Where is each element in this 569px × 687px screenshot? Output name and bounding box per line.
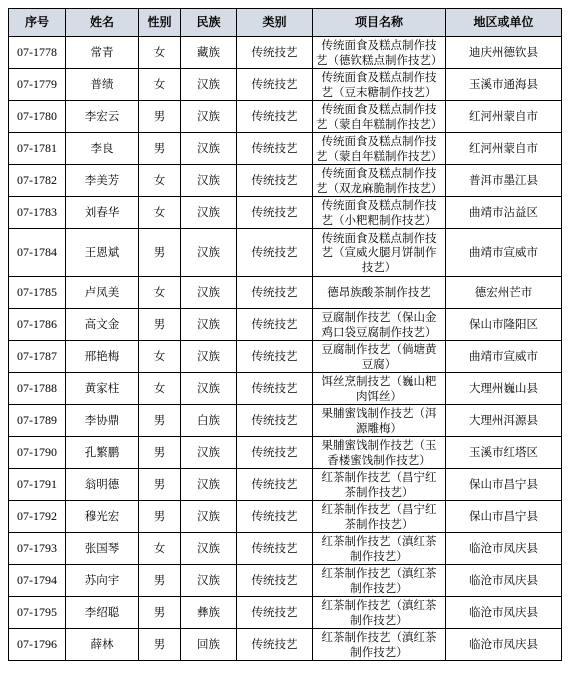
cell-region: 大理州巍山县 [446,373,562,405]
cell-category: 传统技艺 [237,133,313,165]
cell-serial: 07-1796 [9,629,66,661]
cell-region: 大理州洱源县 [446,405,562,437]
cell-gender: 女 [139,341,181,373]
cell-region: 曲靖市宣威市 [446,229,562,277]
cell-gender: 男 [139,133,181,165]
table-row [9,37,562,69]
heritage-inheritors-table [8,8,562,661]
table-row [9,277,562,309]
cell-ethnicity: 汉族 [181,133,237,165]
cell-serial: 07-1778 [9,37,66,69]
cell-region: 保山市昌宁县 [446,501,562,533]
cell-serial: 07-1789 [9,405,66,437]
cell-category: 传统技艺 [237,629,313,661]
cell-category: 传统技艺 [237,437,313,469]
cell-name: 普绩 [66,69,139,101]
cell-category: 传统技艺 [237,341,313,373]
cell-region: 临沧市凤庆县 [446,597,562,629]
cell-region: 玉溪市通海县 [446,69,562,101]
cell-name: 翁明德 [66,469,139,501]
cell-project: 红茶制作技艺（滇红茶制作技艺） [313,565,446,597]
cell-ethnicity: 白族 [181,405,237,437]
header-region: 地区或单位 [446,9,562,37]
cell-ethnicity: 汉族 [181,277,237,309]
cell-name: 邢艳梅 [66,341,139,373]
cell-project: 豆腐制作技艺（倘塘黄豆腐） [313,341,446,373]
table-row [9,341,562,373]
table-row [9,533,562,565]
cell-name: 穆光宏 [66,501,139,533]
cell-gender: 女 [139,197,181,229]
table-row [9,629,562,661]
cell-ethnicity: 汉族 [181,341,237,373]
cell-category: 传统技艺 [237,565,313,597]
table-row [9,437,562,469]
cell-ethnicity: 藏族 [181,37,237,69]
cell-serial: 07-1787 [9,341,66,373]
cell-gender: 男 [139,229,181,277]
cell-ethnicity: 汉族 [181,69,237,101]
cell-region: 玉溪市红塔区 [446,437,562,469]
cell-category: 传统技艺 [237,229,313,277]
cell-serial: 07-1795 [9,597,66,629]
table-row [9,165,562,197]
cell-project: 果脯蜜饯制作技艺（洱源雕梅） [313,405,446,437]
cell-category: 传统技艺 [237,597,313,629]
cell-project: 传统面食及糕点制作技艺（宣威火腿月饼制作技艺） [313,229,446,277]
table-row [9,69,562,101]
cell-project: 传统面食及糕点制作技艺（蒙自年糕制作技艺） [313,133,446,165]
cell-name: 张国琴 [66,533,139,565]
cell-name: 李宏云 [66,101,139,133]
header-gender: 性别 [139,9,181,37]
cell-category: 传统技艺 [237,373,313,405]
cell-ethnicity: 彝族 [181,597,237,629]
table-body [9,37,562,661]
cell-name: 李美芳 [66,165,139,197]
cell-category: 传统技艺 [237,501,313,533]
cell-serial: 07-1792 [9,501,66,533]
cell-gender: 女 [139,165,181,197]
cell-name: 李协鼎 [66,405,139,437]
cell-name: 苏向宇 [66,565,139,597]
cell-name: 薛林 [66,629,139,661]
cell-serial: 07-1786 [9,309,66,341]
cell-region: 曲靖市宣威市 [446,341,562,373]
cell-gender: 男 [139,565,181,597]
cell-region: 曲靖市沾益区 [446,197,562,229]
cell-gender: 女 [139,533,181,565]
table-row [9,197,562,229]
cell-serial: 07-1784 [9,229,66,277]
cell-serial: 07-1785 [9,277,66,309]
cell-ethnicity: 汉族 [181,469,237,501]
cell-category: 传统技艺 [237,277,313,309]
cell-project: 传统面食及糕点制作技艺（德钦糕点制作技艺） [313,37,446,69]
cell-project: 传统面食及糕点制作技艺（豆末糖制作技艺） [313,69,446,101]
cell-gender: 女 [139,37,181,69]
cell-category: 传统技艺 [237,37,313,69]
table-row [9,597,562,629]
cell-project: 德昂族酸茶制作技艺 [313,277,446,309]
table-row [9,501,562,533]
cell-project: 红茶制作技艺（滇红茶制作技艺） [313,533,446,565]
cell-project: 红茶制作技艺（滇红茶制作技艺） [313,629,446,661]
cell-project: 传统面食及糕点制作技艺（小粑粑制作技艺） [313,197,446,229]
cell-gender: 男 [139,629,181,661]
table-row [9,101,562,133]
cell-project: 豆腐制作技艺（保山金鸡口袋豆腐制作技艺） [313,309,446,341]
header-serial: 序号 [9,9,66,37]
cell-gender: 女 [139,373,181,405]
table-row [9,133,562,165]
cell-category: 传统技艺 [237,405,313,437]
cell-name: 李绍聪 [66,597,139,629]
cell-region: 红河州蒙自市 [446,133,562,165]
document-page [8,8,561,661]
cell-category: 传统技艺 [237,69,313,101]
cell-serial: 07-1791 [9,469,66,501]
cell-category: 传统技艺 [237,533,313,565]
header-project: 项目名称 [313,9,446,37]
header-ethnicity: 民族 [181,9,237,37]
cell-category: 传统技艺 [237,165,313,197]
cell-serial: 07-1794 [9,565,66,597]
header-category: 类别 [237,9,313,37]
cell-project: 传统面食及糕点制作技艺（双龙麻脆制作技艺） [313,165,446,197]
cell-category: 传统技艺 [237,469,313,501]
cell-project: 红茶制作技艺（昌宁红茶制作技艺） [313,501,446,533]
table-row [9,309,562,341]
cell-gender: 男 [139,597,181,629]
cell-gender: 男 [139,437,181,469]
cell-serial: 07-1781 [9,133,66,165]
cell-category: 传统技艺 [237,309,313,341]
cell-name: 李良 [66,133,139,165]
table-row [9,565,562,597]
cell-category: 传统技艺 [237,197,313,229]
cell-region: 德宏州芒市 [446,277,562,309]
cell-serial: 07-1779 [9,69,66,101]
cell-serial: 07-1790 [9,437,66,469]
cell-name: 卢凤美 [66,277,139,309]
cell-project: 传统面食及糕点制作技艺（蒙自年糕制作技艺） [313,101,446,133]
cell-name: 黄家柱 [66,373,139,405]
cell-project: 果脯蜜饯制作技艺（玉香楼蜜饯制作技艺） [313,437,446,469]
cell-name: 王恩斌 [66,229,139,277]
cell-ethnicity: 汉族 [181,229,237,277]
cell-ethnicity: 汉族 [181,501,237,533]
cell-ethnicity: 汉族 [181,309,237,341]
cell-project: 红茶制作技艺（滇红茶制作技艺） [313,597,446,629]
cell-region: 普洱市墨江县 [446,165,562,197]
cell-name: 常青 [66,37,139,69]
cell-ethnicity: 汉族 [181,565,237,597]
table-row [9,373,562,405]
cell-ethnicity: 汉族 [181,101,237,133]
cell-region: 临沧市凤庆县 [446,533,562,565]
cell-name: 高文金 [66,309,139,341]
cell-gender: 男 [139,501,181,533]
cell-ethnicity: 汉族 [181,533,237,565]
cell-category: 传统技艺 [237,101,313,133]
header-name: 姓名 [66,9,139,37]
cell-serial: 07-1780 [9,101,66,133]
cell-ethnicity: 汉族 [181,165,237,197]
cell-ethnicity: 汉族 [181,373,237,405]
cell-serial: 07-1788 [9,373,66,405]
cell-ethnicity: 汉族 [181,437,237,469]
cell-project: 红茶制作技艺（昌宁红茶制作技艺） [313,469,446,501]
cell-serial: 07-1783 [9,197,66,229]
cell-region: 临沧市凤庆县 [446,629,562,661]
cell-name: 孔繁鹏 [66,437,139,469]
cell-ethnicity: 回族 [181,629,237,661]
cell-gender: 女 [139,277,181,309]
table-row [9,229,562,277]
table-header-row [9,9,562,37]
cell-gender: 男 [139,101,181,133]
cell-gender: 男 [139,405,181,437]
table-row [9,405,562,437]
cell-region: 红河州蒙自市 [446,101,562,133]
cell-serial: 07-1793 [9,533,66,565]
cell-gender: 女 [139,69,181,101]
cell-name: 刘春华 [66,197,139,229]
cell-region: 临沧市凤庆县 [446,565,562,597]
table-row [9,469,562,501]
cell-gender: 男 [139,309,181,341]
cell-gender: 男 [139,469,181,501]
cell-ethnicity: 汉族 [181,197,237,229]
cell-project: 饵丝烹制技艺（巍山粑肉饵丝） [313,373,446,405]
cell-serial: 07-1782 [9,165,66,197]
cell-region: 保山市隆阳区 [446,309,562,341]
cell-region: 迪庆州德钦县 [446,37,562,69]
cell-region: 保山市昌宁县 [446,469,562,501]
